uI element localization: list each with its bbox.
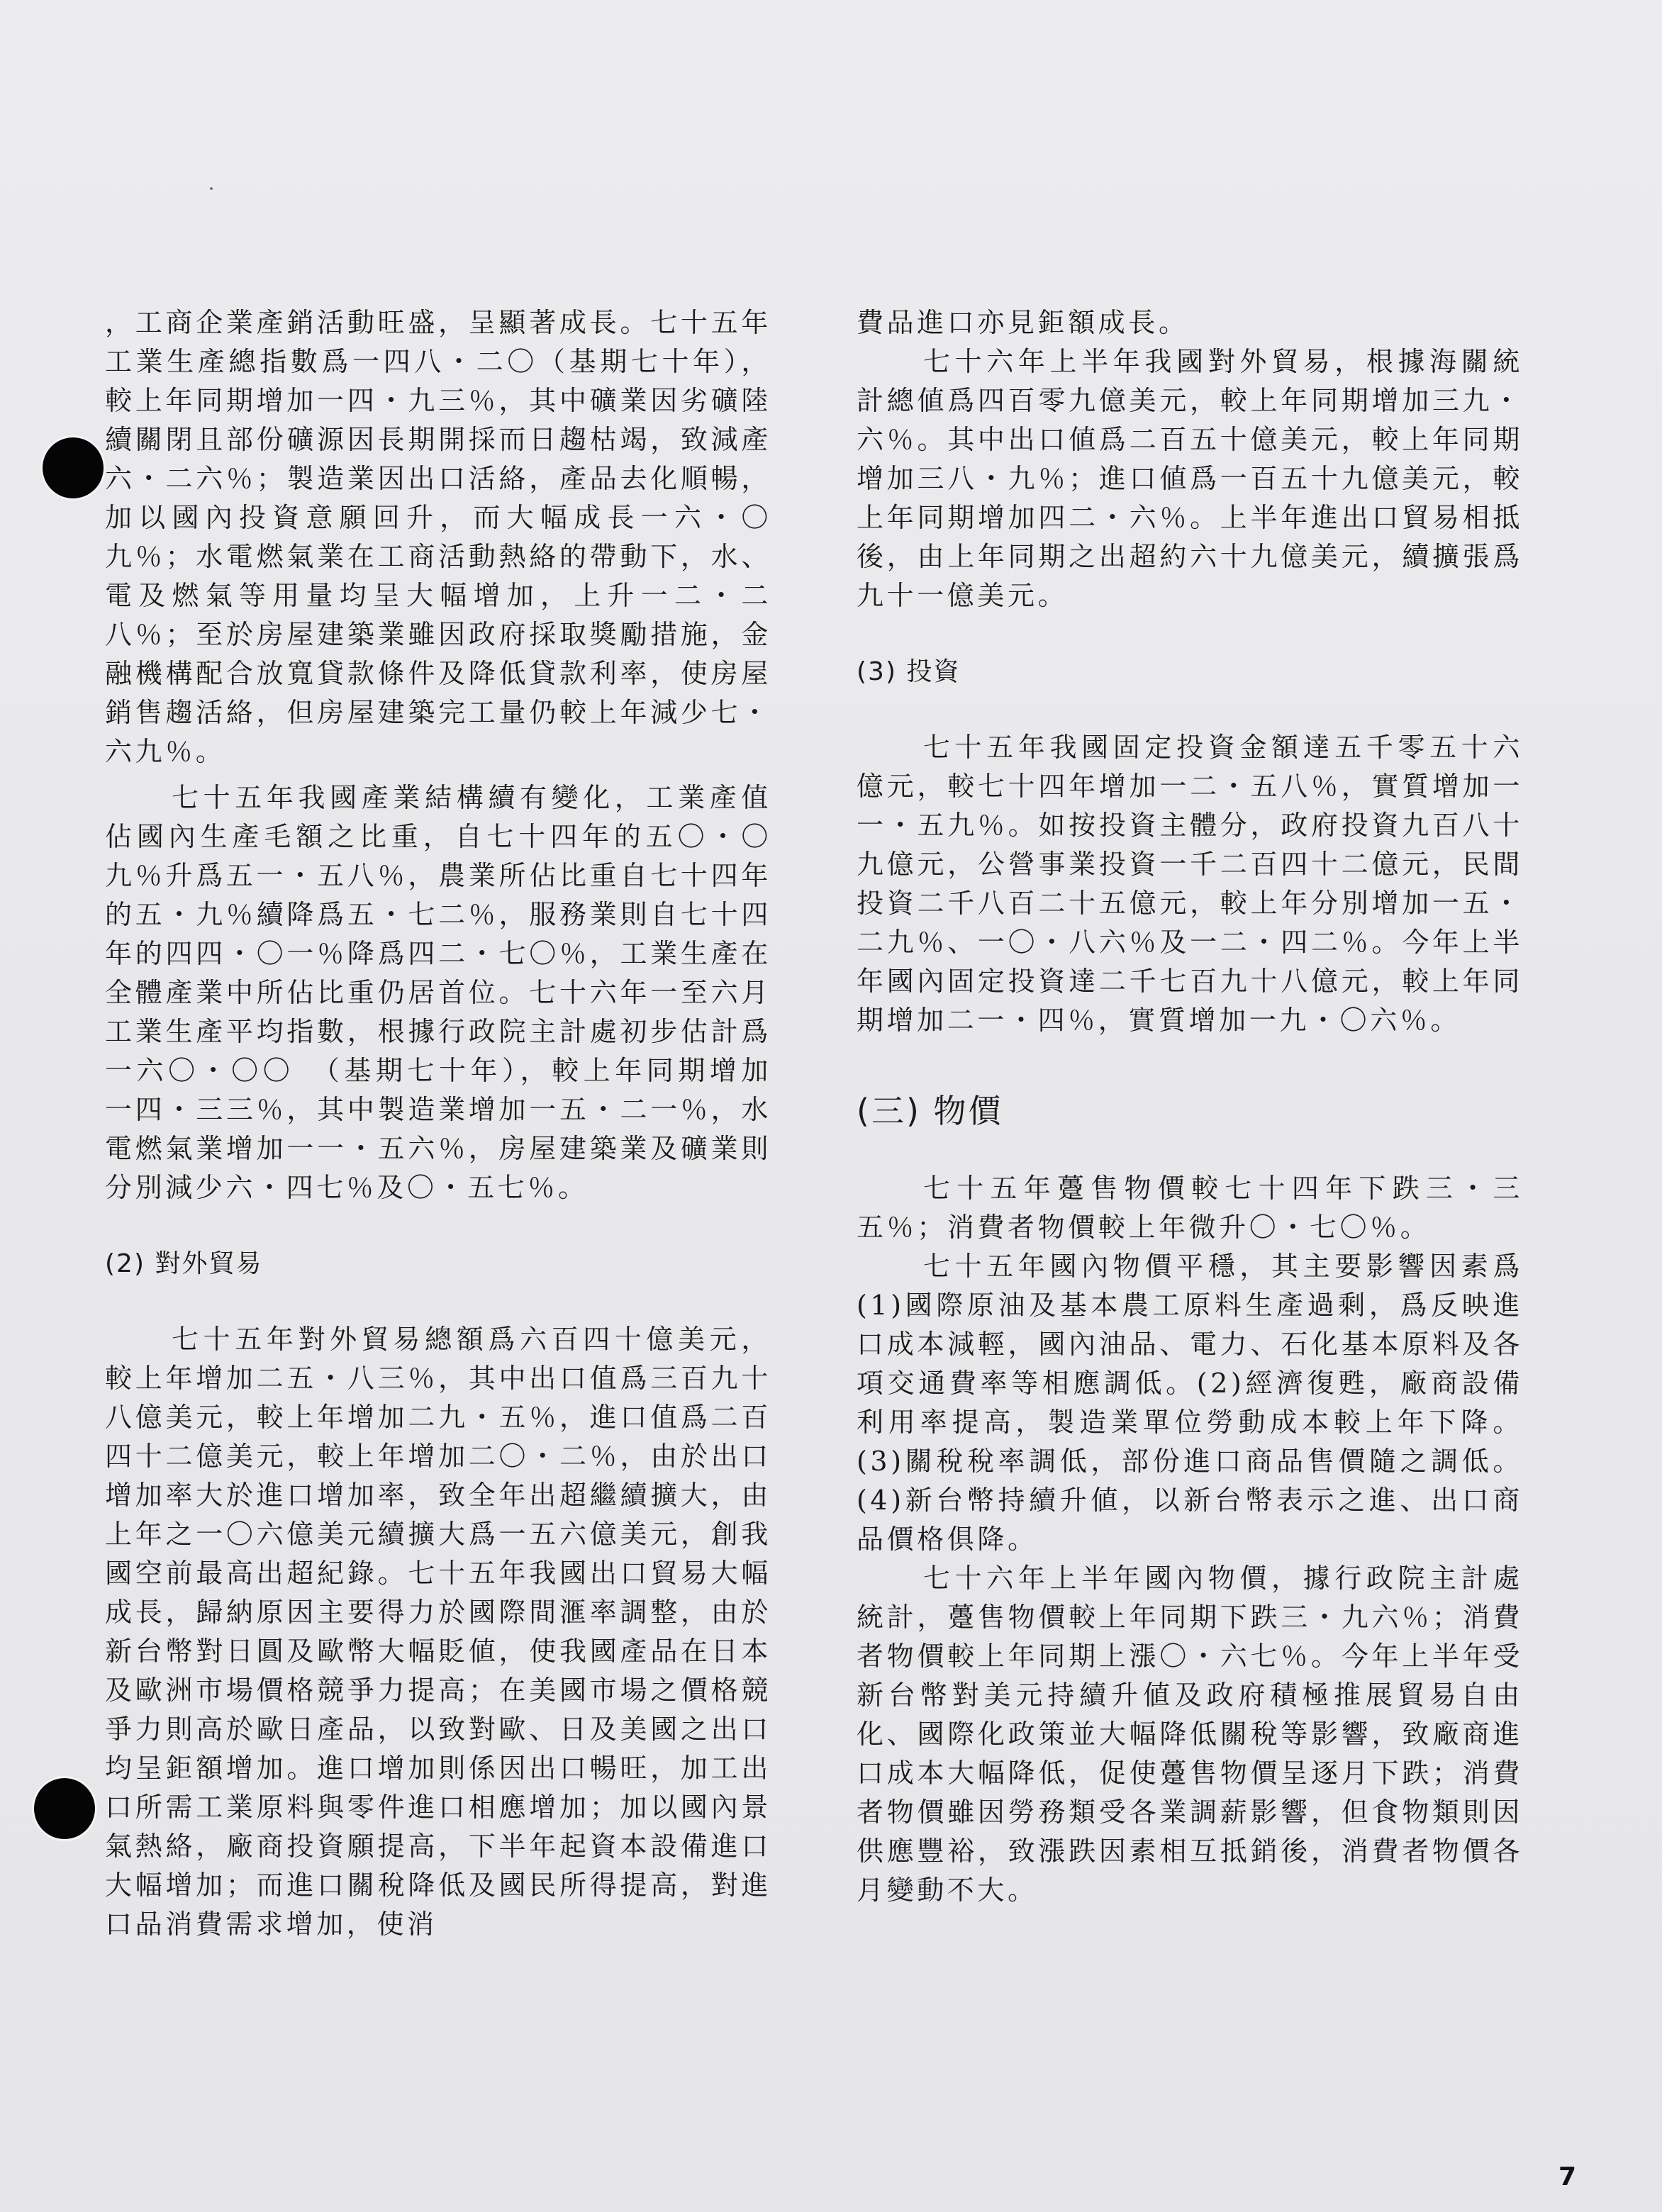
paper-speck [210, 187, 213, 190]
prices-summary-paragraph: 七十五年躉售物價較七十四年下跌三・三五％；消費者物價較上年微升〇・七〇％。 [857, 1173, 1523, 1243]
investment-paragraph: 七十五年我國固定投資金額達五千零五十六億元，較七十四年增加一二・五八％，實質增加一一・五九％。如按投資主體分，政府投資九百八十九億元，公營事業投資一千二百四十二億元，民間投資二千八百二十五億元，較上年分別增加一五・二九％、一〇・八六％及一二・四二％。今年上半年國內固定投資達二千七百九十八億元，較上年同期增加二一・四％，實質增加一九・〇六％。 [857, 732, 1523, 1036]
trade-paragraph: 七十五年對外貿易總額爲六百四十億美元，較上年增加二五・八三％，其中出口值爲三百九十八億美元，較上年增加二九・五％，進口值爲二百四十二億美元，較上年增加二〇・二％，由於出口增加率大於進口增加率，致全年出超繼續擴大，由上年之一〇六億美元續擴大爲一五六億美元，創我國空前最高出超紀錄。七十五年我國出口貿易大幅成長，歸納原因主要得力於國際間滙率調整，由於新台幣對日圓及歐幣大幅貶値，使我國產品在日本及歐洲市場價格競爭力提高；在美國市場之價格競爭力則高於歐日產品，以致對歐、日及美國之出口均呈鉅額增加。進口增加則係因出口暢旺，加工出口所需工業原料與零件進口相應增加；加以國內景氣熱絡，廠商投資願提高，下半年起資本設備進口大幅增加；而進口關稅降低及國民所得提高，對進口品消費需求增加，使消 [105, 1324, 771, 1940]
prices-1987-paragraph: 七十六年上半年國內物價，據行政院主計處統計，躉售物價較上年同期下跌三・九六％；消費者物價較上年同期上漲〇・六七％。今年上半年受新台幣對美元持續升値及政府積極推展貿易自由化、國際化政策並大幅降低關稅等影響，致廠商進口成本大幅降低，促使躉售物價呈逐月下跌；消費者物價雖因勞務類受各業調薪影響，但食物類則因供應豐裕，致漲跌因素相互抵銷後，消費者物價各月變動不大。 [857, 1563, 1523, 1906]
page-number: 7 [1558, 2162, 1577, 2191]
trade-1987-paragraph: 七十六年上半年我國對外貿易，根據海關統計總値爲四百零九億美元，較上年同期增加三九・六％。其中出口値爲二百五十億美元，較上年同期增加三八・九％；進口値爲一百五十九億美元，較上年同期增加四二・六％。上半年進出口貿易相抵後，由上年同期之出超約六十九億美元，續擴張爲九十一億美元。 [857, 346, 1523, 611]
punch-hole-top [43, 437, 104, 498]
industry-structure-paragraph: 七十五年我國產業結構續有變化，工業產值佔國內生產毛額之比重，自七十四年的五〇・〇九％升爲五一・五八％，農業所佔比重自七十四年的五・九％續降爲五・七二％，服務業則自七十四年的四四・〇一％降爲四二・七〇％，工業生產在全體產業中所佔比重仍居首位。七十六年一至六月工業生產平均指數，根據行政院主計處初步估計爲一六〇・〇〇 （基期七十年），較上年同期增加一四・三三％，其中製造業增加一五・二一％，水電燃氣業增加一一・五六％，房屋建築業及礦業則分別減少六・四七％及〇・五七％。 [105, 782, 771, 1203]
heading-foreign-trade: (2) 對外貿易 [105, 1249, 263, 1278]
section-heading-prices: (三) 物價 [857, 1092, 1003, 1130]
industry-paragraph: ，工商企業產銷活動旺盛，呈顯著成長。七十五年工業生產總指數爲一四八・二〇（基期七十年），較上年同期增加一四・九三％，其中礦業因劣礦陸續關閉且部份礦源因長期開採而日趨枯竭，致減產六・二六％；製造業因出口活絡，產品去化順暢，加以國內投資意願回升，而大幅成長一六・〇九％；水電燃氣業在工商活動熱絡的帶動下，水、電及燃氣等用量均呈大幅增加，上升一二・二八％；至於房屋建築業雖因政府採取獎勵措施，金融機構配合放寬貸款條件及降低貸款利率，使房屋銷售趨活絡，但房屋建築完工量仍較上年減少七・六九％。 [105, 307, 771, 767]
right-column [857, 303, 1523, 1910]
left-column [105, 303, 771, 1944]
heading-investment: (3) 投資 [857, 657, 961, 686]
punch-hole-bottom [34, 1778, 95, 1839]
trade-continued-line: 費品進口亦見鉅額成長。 [857, 307, 1189, 338]
prices-factors-paragraph: 七十五年國內物價平穩，其主要影響因素爲(1)國際原油及基本農工原料生產過剩，爲反映進口成本減輕，國內油品、電力、石化基本原料及各項交通費率等相應調低。(2)經濟復甦，廠商設備利用率提高，製造業單位勞動成本較上年下降。(3)關稅稅率調低，部份進口商品售價隨之調低。(4)新台幣持續升値，以新台幣表示之進、出口商品價格俱降。 [857, 1251, 1523, 1555]
